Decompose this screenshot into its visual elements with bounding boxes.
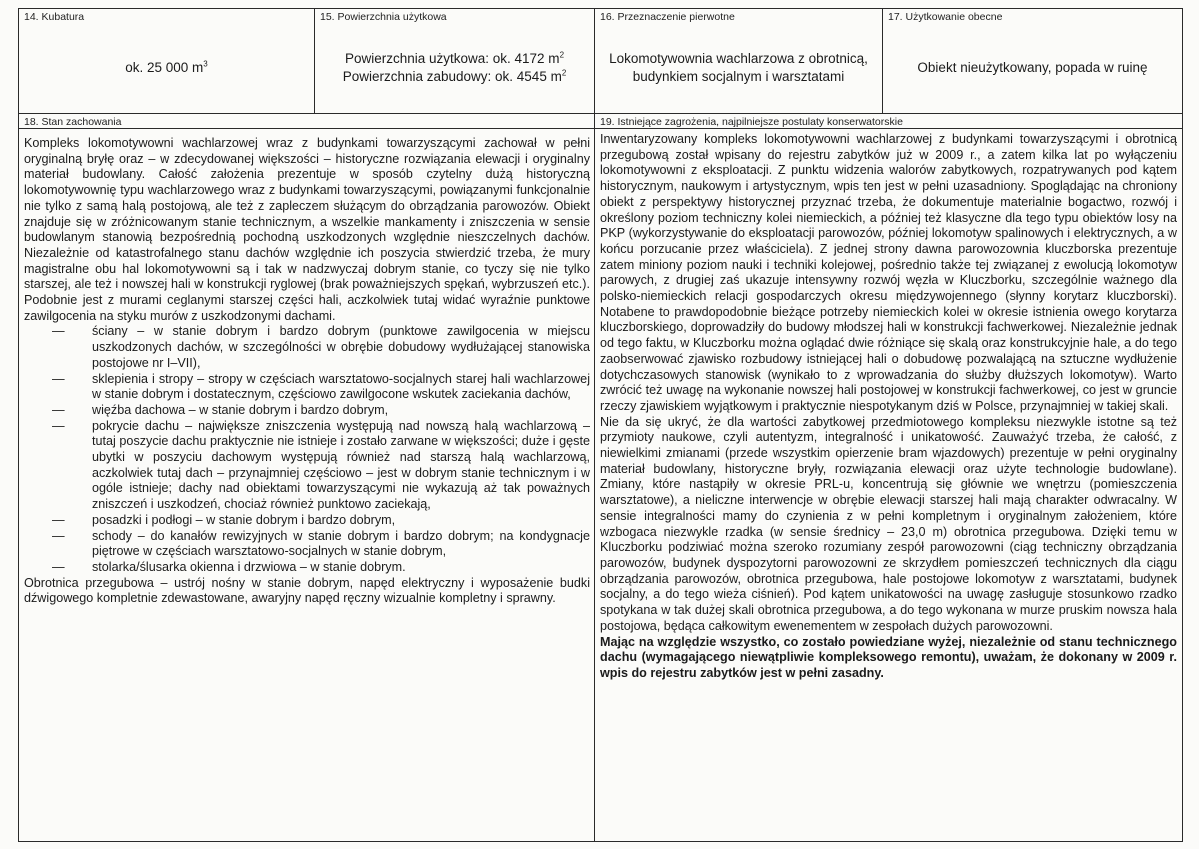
usable-area: Powierzchnia użytkowa: ok. 4172 $m^2$ xyxy=(344,50,565,66)
condition-list xyxy=(24,324,590,575)
divider xyxy=(595,128,1182,129)
list-item: — ściany – w stanie dobrym i bardzo dobrym (punktowe zawilgocenia w miejscu uszkodzonych dachów, w szczególności w obrębie dobudowy wydłużającej stanowiska postojowe nr I–VII), xyxy=(92,324,590,371)
list-item: — schody – do kanałów rewizyjnych w stanie dobrym i bardzo dobrym; na kondygnacje piętrowe w częściach warsztatowo-socjalnych w stanie dobrym, xyxy=(92,529,590,560)
kubatura-value: ok. 25 000 $m^3$ xyxy=(125,59,208,75)
paragraph: Inwentaryzowany kompleks lokomotywowni wachlarzowej z budynkami towarzyszącymi i obrotnicą przegubową został wpisany do rejestru zabytków już w 2009 r., a zatem kilka lat po wyłączeniu lokomotywowni z eksploatacji. Z punktu widzenia walorów zabytkowych, rozpatrywanych pod kątem historycznym, naukowym i artystycznym, wpis ten jest w pełni uzasadniony. Spoglądając na chroniony obiekt z perspektywy historycznej przyznać trzeba, że dokumentuje materialnie bogactwo, rozwój i określony poziom techniczny kolei niemieckich, a później też klasyczne dla tego typu obiektów losy na PKP (wykorzystywanie do eksploatacji parowozów, później lokomotyw spalinowych i elektrycznych, a w końcu porzucanie przez właściciela). Z jednej strony dawna parowozownia kluczborska prezentuje zatem miniony poziom nauki i techniki kolejowej, pośrednio także tej związanej z ewolucją lokomotyw parowych, z drugiej zaś ukazuje intensywny rozwój węzła w Kluczborku, szczególnie ważnego dla polsko-niemieckich relacji gospodarczych okresu międzywojennego (słynny korytarz kluczborski). Notabene to prawdopodobnie bieżące potrzeby niemieckich kolei w okresie istnienia owego korytarza kluczborskiego, doprowadziły do budowy młodszej hali w konstrukcji fachwerkowej. Niezależnie jednak od tego faktu, w Kluczborku można oglądać dwie różniące się skalą oraz konstrukcyjnie hale, a do tego zaobserwować zjawisko rozbudowy istniejącej hali o dobudowę pozwalającą na sztuczne wydłużenie dotychczasowych stanowisk (wynikało to z wprowadzania do służby dłuższych lokomotyw). Warto zwrócić też uwagę na wykonanie nowszej hali postojowej w konstrukcji fachwerkowej, co jest w gruncie rzeczy zjawiskiem wyjątkowym i praktycznie niespotykanym dziś w Polsce, przynajmniej w takiej skali. xyxy=(600,132,1177,413)
record-sheet xyxy=(18,8,1183,842)
section-zagrozenia xyxy=(595,114,1182,841)
cell-label: 15. Powierzchnia użytkowa xyxy=(320,11,447,23)
cell-uzytkowanie xyxy=(883,9,1182,113)
list-item: — sklepienia i stropy – stropy w częściach warsztatowo-socjalnych starej hali wachlarzowej w stanie dobrym i dostatecznym, częściowo zawilgocone wskutek zaciekania dachów, xyxy=(92,372,590,403)
cell-label: 16. Przeznaczenie pierwotne xyxy=(600,11,735,23)
cell-label: 14. Kubatura xyxy=(24,11,85,23)
list-item: — więźba dachowa – w stanie dobrym i bardzo dobrym, xyxy=(92,403,590,419)
section-label: 19. Istniejące zagrożenia, najpilniejsze postulaty konserwatorskie xyxy=(600,116,903,128)
list-item: — posadzki i podłogi – w stanie dobrym i bardzo dobrym, xyxy=(92,513,590,529)
cell-kubatura xyxy=(19,9,315,113)
intro-paragraph: Kompleks lokomotywowni wachlarzowej wraz z budynkami towarzyszącymi zachował w pełni oryginalną bryłę oraz – w zdecydowanej większości – historyczne rozwiązania elewacji i oryginalny materiał budowlany. Całość założenia prezentuje w sposób czytelny dużą historyczną lokomotywownię typu wachlarzowego wraz z budynkami towarzyszącymi, powiązanymi funkcjonalnie nie tylko z samą halą postojową, ale też z zapleczem służącym do obrządzania parowozów. Obiekt znajduje się w zróżnicowanym stanie technicznym, a wszelkie mankamenty i zniszczenia w sensie budowlanym stanowią bezpośrednią pochodną uszkodzonych względnie nieszczelnych dachów. Niezależnie od katastrofalnego stanu dachów względnie ich poszycia stwierdzić trzeba, że mury magistralne obu hal lokomotywowni są i tak w nadzwyczaj dobrym stanie, co tyczy się nie tylko starszej, ale też i nowszej hali w konstrukcji ryglowej (brak poważniejszych spękań, wybrzuszeń etc.). Podobnie jest z murami ceglanymi starszej części hali, aczkolwiek tutaj widać wyraźnie punktowe zawilgocenia na styku murów z uszkodzonymi dachami. xyxy=(24,136,590,323)
original-use-line-2: budynkiem socjalnym i warsztatami xyxy=(632,69,845,84)
section-label: 18. Stan zachowania xyxy=(24,116,122,128)
original-use-line-1: Lokomotywownia wachlarzowa z obrotnicą, xyxy=(609,51,868,66)
bottom-row xyxy=(19,114,1182,841)
conclusion-paragraph: Mając na względzie wszystko, co zostało powiedziane wyżej, niezależnie od stanu technicznego dachu (wymagającego niewątpliwie kompleksowego remontu), uważam, że dokonany w 2009 r. wpis do rejestru zabytków jest w pełni zasadny. xyxy=(600,634,1177,680)
cell-przeznaczenie xyxy=(595,9,883,113)
paragraph: Nie da się ukryć, że dla wartości zabytkowej przedmiotowego kompleksu niezwykle istotne są też przymioty naukowe, czyli autentyzm, integralność i unikatowość. Zauważyć trzeba, że całość, z niewielkimi zmianami (przede wszystkim opierzenie bram wjazdowych) prezentuje w pełni oryginalny materiał budowlany, historyczne bryły, rozwiązania elewacji oraz użyte technologie budowlane). Zmiany, które nastąpiły w okresie PRL-u, koncentrują się głównie we wnętrzu (pomieszczenia warsztatowe), a nieliczne interwencje w obrębie elewacji starszej hali mają charakter odwracalny. W sensie integralności mamy do czynienia z w pełni kompletnym i oryginalnym założeniem, które wzbogaca niezwykle rzadka (w sensie średnicy – 23,0 m) obrotnica przegubowa. Dzięki temu w Kluczborku podziwiać można szeroko rozumiany zespół parowozowni (ciąg techniczny obrządzania parowozów, budynek dyspozytorni parowozowni ze skrzydłem pomieszczeń technicznych dla ciągu obrządzania parowozów, obrotnica przegubowa, hale postojowe lokomotyw z warsztatami, budynek socjalny, a do tego wieża ciśnień). Pod kątem unikatowości na uwagę zasługuje stosunkowo rzadko spotykana w tak dużej skali obrotnica przegubowa, a do tego wykonana w murze pruskim nowsza hala postojowa, będąca całkowitym ewenementem w zespołach dużych parowozowni. xyxy=(600,414,1177,633)
section-text xyxy=(600,132,1177,682)
section-stan-zachowania xyxy=(19,114,595,841)
divider xyxy=(19,128,594,129)
current-use-value: Obiekt nieużytkowany, popada w ruinę xyxy=(917,60,1148,75)
cell-label: 17. Użytkowanie obecne xyxy=(888,11,1003,23)
cell-powierzchnia xyxy=(315,9,595,113)
list-item: — pokrycie dachu – największe zniszczenia występują nad nowszą halą wachlarzową – tutaj poszycie dachu praktycznie nie istnieje i zostało zarwane w większości; duże i gęste ubytki w poszyciu dachowym występują również nad starszą halą wachlarzową, aczkolwiek tutaj dach – przynajmniej częściowo – jest w dobrym stanie technicznym i w ogóle istnieje; dachy nad obiektami towarzyszącymi nie wykazują aż tak poważnych zniszczeń i uszkodzeń, chociaż również punktowo zaciekają, xyxy=(92,419,590,513)
section-text xyxy=(24,136,590,607)
top-row xyxy=(19,9,1182,114)
list-item: — stolarka/ślusarka okienna i drzwiowa – w stanie dobrym. xyxy=(92,560,590,576)
outro-paragraph: Obrotnica przegubowa – ustrój nośny w stanie dobrym, napęd elektryczny i wyposażenie budki dźwigowego kompletnie zdewastowane, awaryjny napęd ręczny wizualnie kompletny i sprawny. xyxy=(24,575,590,606)
built-area: Powierzchnia zabudowy: ok. 4545 $m^2$ xyxy=(342,68,567,84)
